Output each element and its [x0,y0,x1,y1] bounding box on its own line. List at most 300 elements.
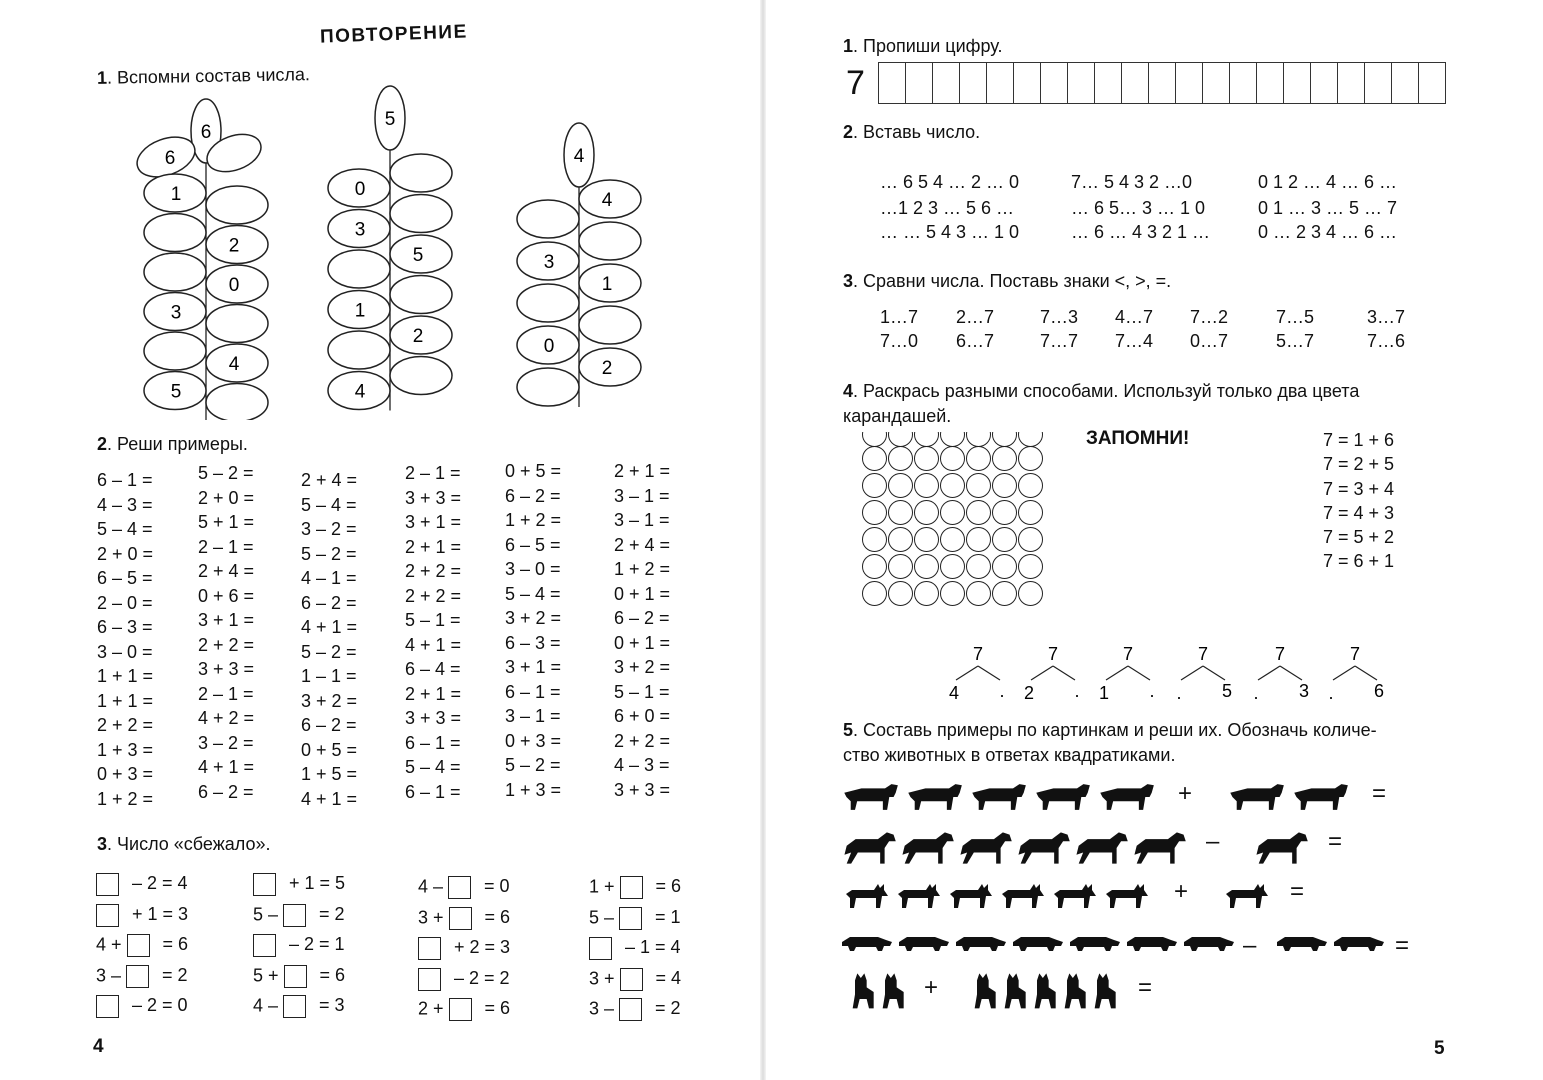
missing-suffix: – 2 = 2 [449,967,510,988]
task3-text: . Число «сбежало». [107,834,271,854]
plant-leaf [390,195,452,233]
example-cell: 3 + 1 = [405,512,462,532]
missing-prefix: 4 – [418,876,449,897]
circle-cell[interactable] [862,527,887,552]
circle-cell[interactable] [914,473,939,498]
example-cell: 2 + 2 = [198,634,255,655]
example-cell: 2 + 4 = [301,470,358,490]
circle-cell[interactable] [862,581,887,606]
sequence-line: … 6 5… 3 … 1 0 [1071,198,1206,218]
circle-cell[interactable] [940,473,965,498]
circle-cell[interactable] [1018,527,1043,552]
circle-cell[interactable] [992,422,1017,447]
circle-cell[interactable] [992,554,1017,579]
missing-row [96,873,188,896]
plant-3 [517,123,641,407]
plant-leaf [328,331,390,369]
plant-leaf [206,186,268,224]
missing-row [253,934,345,957]
cat-icon [1060,972,1088,1012]
missing-row [589,876,681,899]
missing-suffix: = 6 [479,998,511,1019]
circle-cell[interactable] [966,446,991,471]
answer-box[interactable] [449,907,472,930]
example-cell: 5 – 2 = [505,755,561,775]
circle-cell[interactable] [992,581,1017,606]
tree-top: 7 [972,644,984,664]
circle-cell[interactable] [1018,554,1043,579]
example-cell: 4 – 1 = [301,568,357,588]
leaf-number: 4 [354,381,366,403]
answer-box[interactable] [619,998,642,1021]
circle-cell[interactable] [966,500,991,525]
example-cell: 2 – 0 = [97,592,153,613]
missing-suffix: = 3 [314,995,345,1016]
writing-cell[interactable] [1311,63,1338,103]
answer-box[interactable] [589,937,612,960]
missing-suffix: = 0 [479,876,510,897]
sequence-line: …1 2 3 … 5 6 … [880,198,1015,218]
pig-icon [1332,930,1386,958]
compare-item[interactable]: 2…7 [956,307,995,327]
writing-cell[interactable] [1041,63,1068,103]
tree-top: 7 [1047,644,1059,664]
missing-suffix: = 6 [314,964,346,985]
leaf-number: 1 [170,184,182,205]
missing-row [418,968,510,991]
missing-suffix: + 1 = 5 [284,873,346,894]
example-cell: 2 + 4 = [198,561,255,581]
plant-leaf [517,284,579,322]
missing-suffix: = 4 [650,967,682,988]
example-cell: 6 – 1 = [505,681,561,702]
circle-cell[interactable] [940,581,965,606]
missing-row [96,904,188,927]
circle-cell[interactable] [940,446,965,471]
example-cell: 0 + 5 = [301,739,358,760]
sequence-line: 0 1 2 … 4 … 6 … [1258,172,1398,192]
leaf-number: 6 [164,148,176,169]
compare-item[interactable]: 5…7 [1276,331,1315,351]
writing-cell[interactable] [1068,63,1095,103]
plant-leaf [328,250,390,288]
example-cell: 3 + 3 = [405,487,462,508]
missing-prefix: 3 + [589,967,620,988]
example-cell: 5 – 2 = [198,463,254,483]
example-cell: 3 + 3 = [198,659,255,679]
donkey-icon [840,876,890,916]
missing-prefix: 4 + [96,934,127,955]
missing-suffix: = 1 [650,906,681,927]
circle-cell[interactable] [888,581,913,606]
example-cell: 3 – 0 = [97,641,153,662]
plant-top-number: 5 [384,109,396,130]
writing-cell[interactable] [960,63,987,103]
sequence-line: 7… 5 4 3 2 …0 [1071,172,1193,192]
cow-icon [1226,778,1286,816]
sequence-line: … 6 5 4 … 2 … 0 [880,172,1020,192]
r-task2-number: 2 [843,122,854,142]
circle-cell[interactable] [966,527,991,552]
donkey-icon [1048,876,1098,916]
answer-box[interactable] [418,968,441,991]
example-cell: 2 – 1 = [198,683,254,704]
pig-icon [1011,930,1065,958]
example-cell: 3 + 2 = [614,657,671,677]
compare-item[interactable]: 7…3 [1040,307,1079,327]
writing-cell[interactable] [1176,63,1203,103]
compare-item[interactable]: 7…5 [1276,307,1315,327]
example-cell: 3 – 1 = [505,706,561,726]
cat-icon [878,972,906,1012]
answer-box[interactable] [448,876,471,899]
plant-leaf [206,384,268,421]
example-cell: 3 – 2 = [301,519,357,539]
writing-cell[interactable] [906,63,933,103]
example-cell: 2 + 2 = [97,715,154,735]
answer-box[interactable] [284,965,307,988]
example-cell: 2 + 1 = [405,683,462,704]
answer-box[interactable] [126,965,149,988]
example-cell: 1 – 1 = [301,666,357,686]
answer-box[interactable] [620,876,643,899]
number-tree [1328,644,1384,703]
example-cell: 6 – 2 = [505,485,561,506]
circle-cell[interactable] [914,500,939,525]
page-gutter [760,0,766,1080]
answer-box[interactable] [253,934,276,957]
tree-top: 7 [1122,644,1134,664]
circle-cell[interactable] [1018,422,1043,447]
circle-cell[interactable] [888,446,913,471]
example-cell: 5 – 4 = [405,757,461,777]
horse-icon [1130,826,1188,870]
circle-cell[interactable] [914,446,939,471]
leaf-number: 2 [228,235,240,257]
answer-box[interactable] [127,934,150,957]
writing-cell[interactable] [933,63,960,103]
example-cell: 2 + 2 = [405,561,462,581]
task3-heading [97,834,271,855]
circle-cell[interactable] [1018,473,1043,498]
equals-sign: = [1290,878,1305,905]
tree-top: 7 [1274,644,1286,664]
writing-cell[interactable] [879,63,906,103]
answer-box[interactable] [96,873,119,896]
example-cell: 1 + 2 = [97,788,154,809]
example-cell: 5 – 4 = [505,583,561,604]
plant-leaf [390,357,452,395]
example-cell: 3 + 2 = [505,608,562,628]
remember-item: 7 = 4 + 3 [1323,502,1395,523]
circle-cell[interactable] [940,554,965,579]
pig-icon [897,930,951,958]
example-cell: 2 + 0 = [198,487,255,508]
tree-left: . [1176,683,1182,703]
example-cell: 1 + 1 = [97,666,154,686]
answer-box[interactable] [619,907,642,930]
missing-prefix: 5 + [253,964,284,985]
example-cell: 4 + 1 = [301,617,358,637]
circle-cell[interactable] [966,554,991,579]
number-tree [1176,644,1232,703]
compare-item[interactable]: 7…4 [1115,331,1154,351]
example-cell: 6 – 2 = [614,608,670,628]
writing-cell[interactable] [1392,63,1419,103]
circle-cell[interactable] [1018,500,1043,525]
tree-top: 7 [1349,644,1361,664]
r-task1-text: . Пропиши цифру. [853,36,1003,56]
example-cell: 3 + 3 = [405,708,462,728]
circle-cell[interactable] [888,554,913,579]
writing-cell[interactable] [1122,63,1149,103]
missing-prefix: 4 – [253,995,284,1016]
tree-top: 7 [1197,644,1209,664]
circle-cell[interactable] [888,500,913,525]
example-cell: 6 – 3 = [97,617,153,637]
cow-icon [1096,778,1156,816]
answer-box[interactable] [96,995,119,1018]
number-tree [1024,644,1080,703]
example-cell: 0 + 3 = [505,730,562,751]
number-tree [1253,644,1309,703]
cow-icon [1290,778,1350,816]
remember-item: 7 = 3 + 4 [1323,478,1395,499]
missing-row [589,907,681,930]
equals-sign: = [1372,780,1387,807]
tree-right: . [999,681,1005,701]
horse-icon [1072,826,1130,870]
pig-icon [840,930,894,958]
remember-item: 7 = 2 + 5 [1323,454,1395,475]
equals-sign: = [1138,974,1153,1001]
horse-icon [956,826,1014,870]
example-cell: 6 – 5 = [505,534,561,555]
donkey-icon [944,876,994,916]
missing-row [96,965,188,988]
leaf-number: 3 [354,219,366,241]
plant-leaf [579,222,641,260]
compare-item[interactable]: 7…6 [1367,331,1406,351]
missing-suffix: – 2 = 1 [284,934,345,955]
operator-sign: + [924,974,939,1001]
plant-top-number: 6 [200,122,212,143]
writing-cell[interactable] [1014,63,1041,103]
missing-prefix: 5 – [253,903,284,924]
circle-cell[interactable] [888,527,913,552]
compare-item[interactable]: 1…7 [880,307,919,327]
circle-cell[interactable] [992,500,1017,525]
example-cell: 0 + 1 = [614,583,671,604]
example-cell: 3 – 1 = [614,510,670,530]
pig-icon [1275,930,1329,958]
missing-row [253,873,345,896]
writing-cell[interactable] [1284,63,1311,103]
circle-cell[interactable] [862,500,887,525]
circle-row [862,554,1044,581]
r-task4-text2: карандашей. [843,406,952,426]
tree-right: . [1149,681,1155,701]
cow-icon [1032,778,1092,816]
writing-cell[interactable] [1149,63,1176,103]
missing-row [96,995,188,1018]
circle-cell[interactable] [966,473,991,498]
circle-grid[interactable] [862,432,1044,608]
writing-cell[interactable] [1203,63,1230,103]
writing-cell[interactable] [1338,63,1365,103]
plant-leaf [144,214,206,252]
circle-cell[interactable] [992,473,1017,498]
circle-row [862,473,1044,500]
example-cell: 4 + 1 = [198,757,255,777]
example-cell: 1 + 2 = [505,510,562,530]
plant-leaf [144,332,206,370]
answer-box[interactable] [418,937,441,960]
circle-cell[interactable] [966,422,991,447]
compare-item[interactable]: 7…2 [1190,307,1229,327]
example-cell: 4 + 2 = [198,708,255,728]
example-cell: 2 – 1 = [198,536,254,557]
example-cell: 1 + 2 = [614,559,671,579]
plant-leaf [579,306,641,344]
plant-leaf [517,368,579,406]
number-tree [1099,644,1155,703]
example-cell: 1 + 1 = [97,690,154,711]
cat-icon [1000,972,1028,1012]
circle-cell[interactable] [862,554,887,579]
pig-icon [1068,930,1122,958]
circle-cell[interactable] [966,581,991,606]
plant-leaf [390,154,452,192]
sequence-line: 0 … 2 3 4 … 6 … [1258,222,1398,242]
circle-cell[interactable] [862,473,887,498]
tree-left: 4 [948,683,960,703]
cow-icon [904,778,964,816]
example-cell: 2 + 2 = [405,585,462,606]
horse-icon [840,826,898,870]
writing-cell[interactable] [1365,63,1392,103]
example-cell: 1 + 3 = [505,779,562,800]
leaf-number: 5 [170,381,182,403]
writing-cell[interactable] [1095,63,1122,103]
leaf-number: 0 [228,275,240,296]
task2-text: . Реши примеры. [107,434,248,454]
circle-cell[interactable] [914,527,939,552]
compare-item[interactable]: 3…7 [1367,307,1406,327]
circle-cell[interactable] [1018,446,1043,471]
example-cell: 2 + 1 = [614,461,671,481]
operator-sign: + [1174,878,1189,905]
example-cell: 0 + 6 = [198,585,255,606]
donkey-icon [1220,876,1270,916]
answer-box[interactable] [449,998,472,1021]
example-cell: 6 + 0 = [614,706,671,726]
example-cell: 4 – 3 = [97,494,153,515]
example-cell: 6 – 4 = [405,659,461,679]
circle-cell[interactable] [940,527,965,552]
r-task2-text: . Вставь число. [853,122,981,142]
horse-icon [898,826,956,870]
leaf-number: 5 [412,245,424,266]
equals-sign: = [1395,932,1410,959]
missing-suffix: + 1 = 3 [127,903,189,924]
circle-cell[interactable] [940,500,965,525]
missing-prefix: 3 – [589,998,620,1019]
circle-row [862,432,1044,446]
answer-box[interactable] [620,968,643,991]
circle-cell[interactable] [1018,581,1043,606]
r-task5-number: 5 [843,720,854,740]
equals-sign: = [1328,828,1343,855]
example-cell: 5 – 2 = [301,543,357,564]
leaf-number: 3 [170,302,182,324]
example-cell: 5 – 2 = [301,641,357,662]
writing-cell[interactable] [1257,63,1284,103]
compare-item[interactable]: 7…7 [1040,331,1079,351]
example-cell: 3 – 0 = [505,559,561,579]
number-tree [949,644,1005,703]
leaf-number: 4 [228,354,240,375]
missing-row [253,965,345,988]
missing-suffix: – 2 = 0 [127,995,188,1016]
writing-cell[interactable] [1230,63,1257,103]
compare-item[interactable]: 7…0 [880,331,919,351]
answer-box[interactable] [283,995,306,1018]
leaf-number: 0 [543,336,555,357]
example-cell: 1 + 5 = [301,764,358,784]
plant-1 [132,99,268,420]
r-task2-heading [843,122,980,143]
example-cell: 6 – 3 = [505,632,561,653]
circle-cell[interactable] [914,554,939,579]
page-number-right: 5 [1434,1038,1445,1059]
task3-number: 3 [97,834,108,854]
example-cell: 6 – 1 = [97,470,153,490]
example-cell: 2 + 4 = [614,534,671,555]
writing-cell[interactable] [987,63,1014,103]
example-cell: 6 – 2 = [198,781,254,802]
compare-item[interactable]: 0…7 [1190,331,1229,351]
horse-icon [1014,826,1072,870]
circle-cell[interactable] [992,527,1017,552]
missing-row [418,907,510,930]
example-cell: 5 – 1 = [614,681,670,702]
answer-box[interactable] [253,873,276,896]
circle-cell[interactable] [888,473,913,498]
missing-prefix: 3 – [96,964,127,985]
circle-cell[interactable] [862,446,887,471]
pig-icon [954,930,1008,958]
answer-box[interactable] [96,904,119,927]
example-cell: 0 + 1 = [614,632,671,653]
example-cell: 6 – 1 = [405,732,461,753]
circle-row [862,527,1044,554]
answer-box[interactable] [283,904,306,927]
missing-prefix: 1 + [589,876,620,897]
compare-item[interactable]: 4…7 [1115,307,1154,327]
circle-cell[interactable] [992,446,1017,471]
writing-grid[interactable] [878,62,1446,104]
cow-icon [968,778,1028,816]
missing-row [418,876,510,899]
compare-item[interactable]: 6…7 [956,331,995,351]
donkey-icon [892,876,942,916]
missing-row [589,937,681,960]
circle-cell[interactable] [914,581,939,606]
writing-cell[interactable] [1419,63,1445,103]
tree-left: . [1328,683,1334,703]
pig-icon [1125,930,1179,958]
